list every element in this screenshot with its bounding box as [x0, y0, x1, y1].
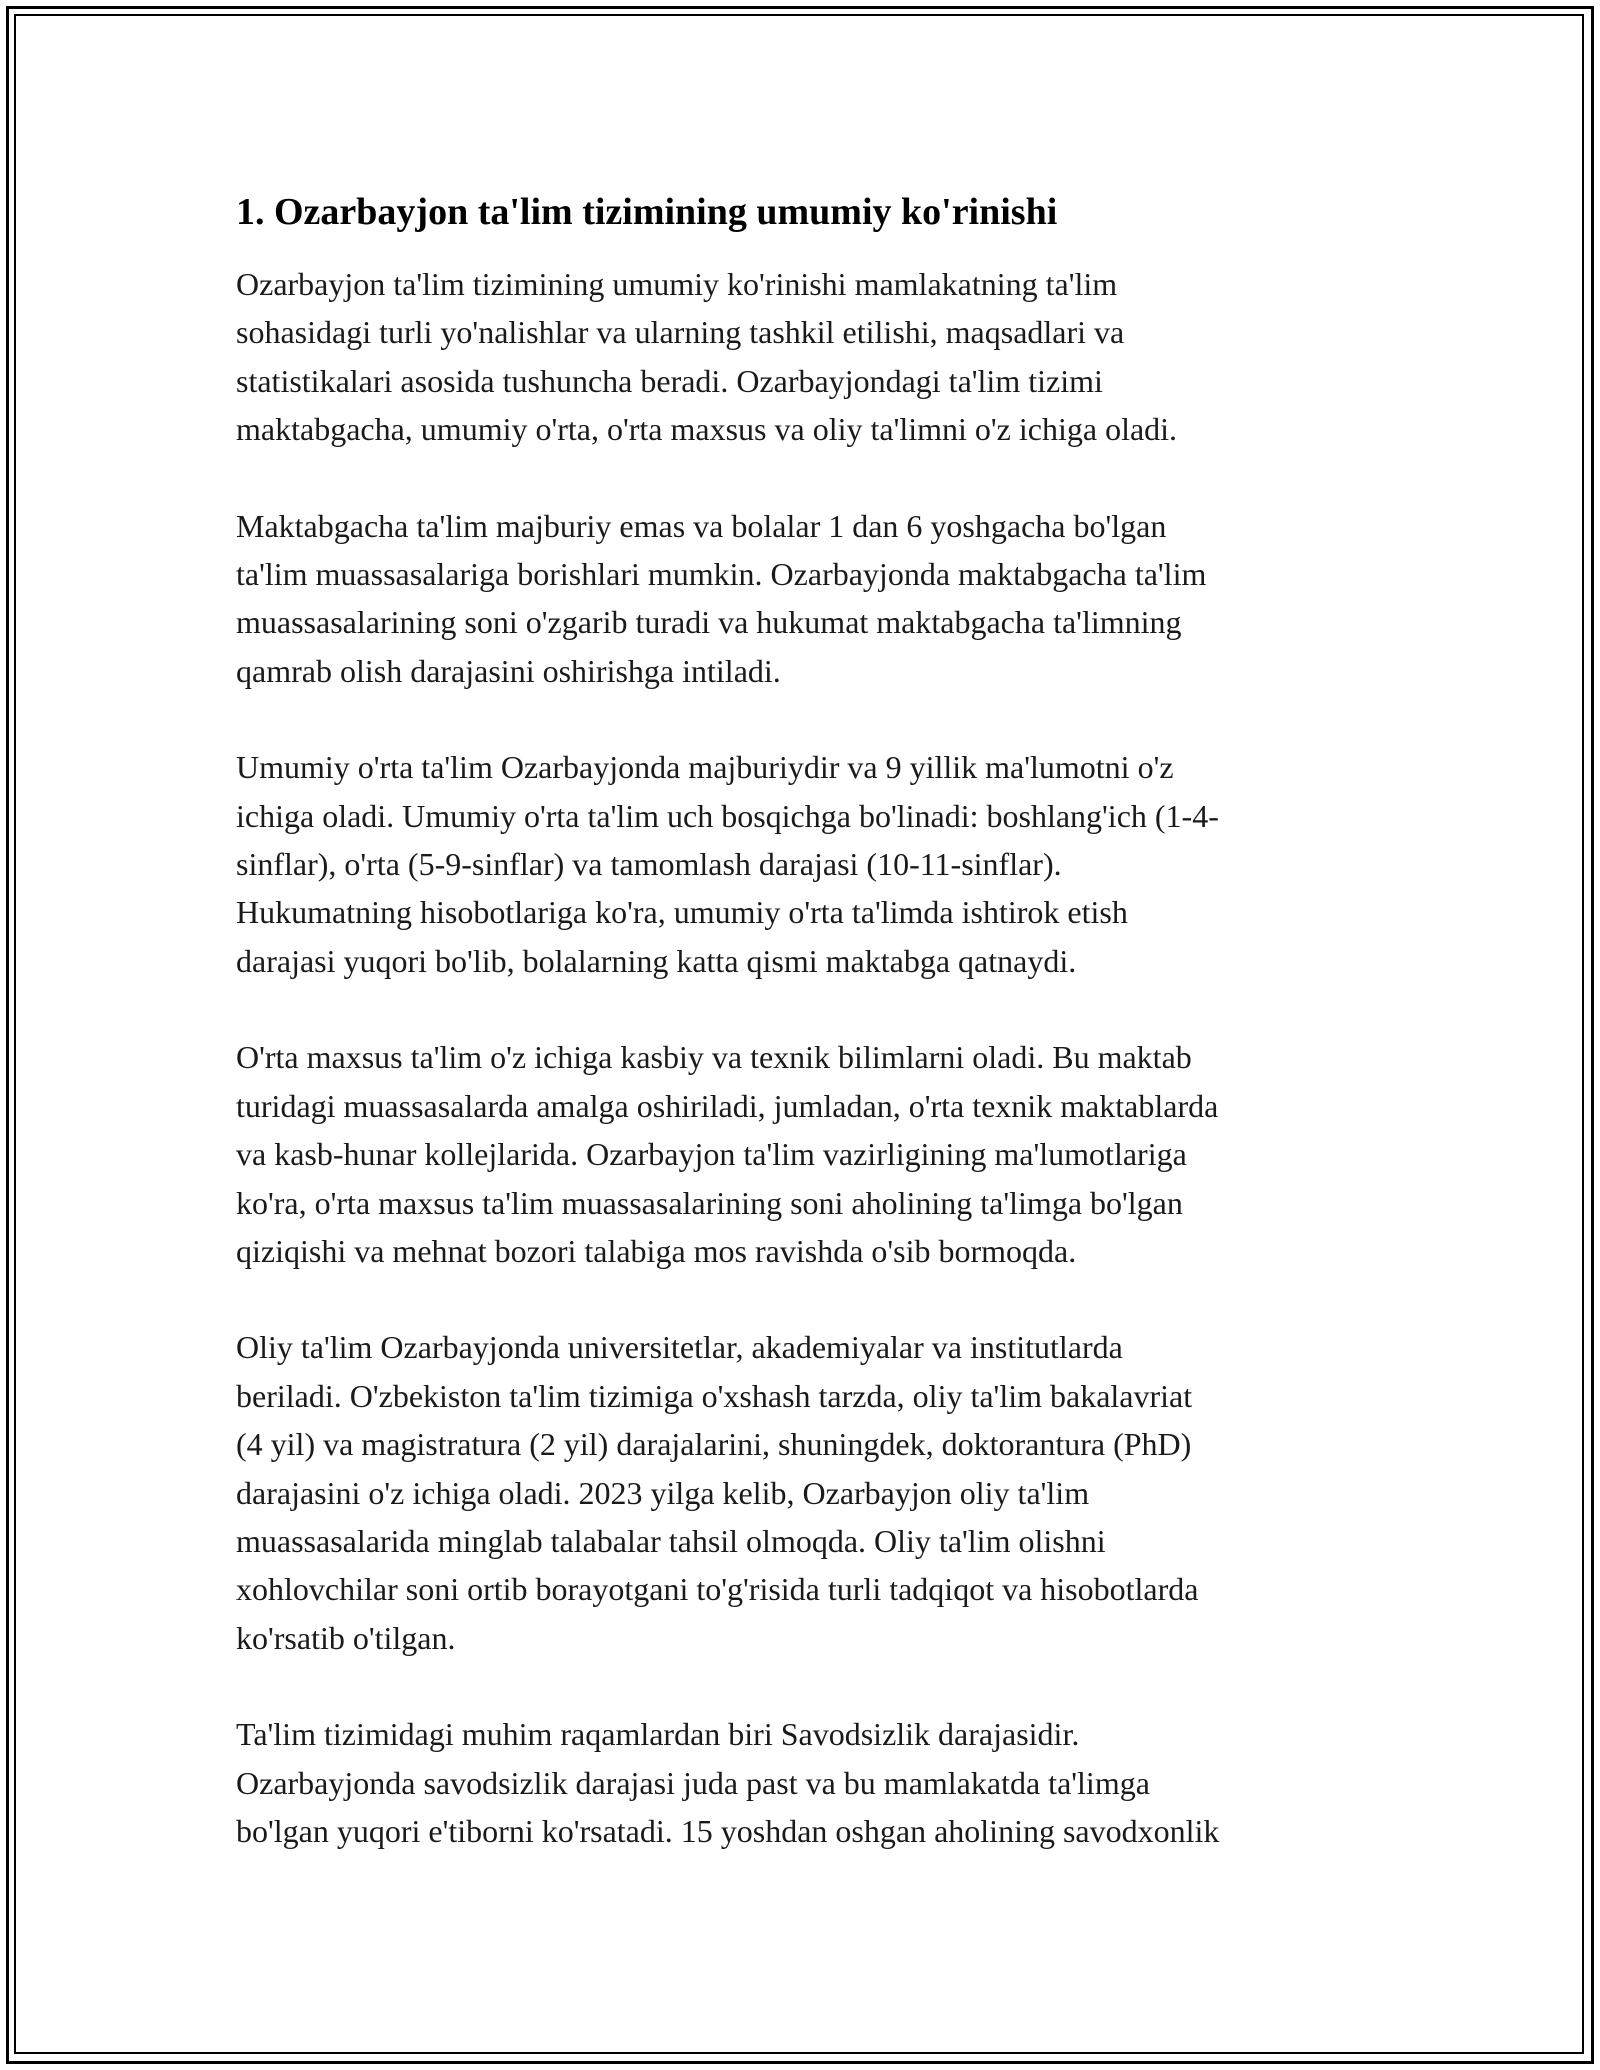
paragraph-literacy: Ta'lim tizimidagi muhim raqamlardan biri Savodsizlik darajasidir. Ozarbayjonda savodsizlik darajasi juda past va bu mamlakatda ta'limga bo'lgan yuqori e'tiborni ko'rsatadi. 15 yoshdan oshgan aholining savodxonlik: [236, 1716, 1220, 1849]
section-heading: 1. Ozarbayjon ta'lim tizimining umumiy ko'rinishi: [236, 191, 1058, 233]
paragraph-specialized-secondary: O'rta maxsus ta'lim o'z ichiga kasbiy va texnik bilimlarni oladi. Bu maktab turidagi muassasalarda amalga oshiriladi, jumladan, o'rta texnik maktablarda va kasb-hunar kollejlarida. Ozarbayjon ta'lim vazirligining ma'lumotlariga ko'ra, o'rta maxsus ta'lim muassasalarining soni aholining ta'limga bo'lgan qiziqishi va mehnat bozori talabiga mos ravishda o'sib bormoqda.: [236, 1039, 1219, 1269]
paragraph-overview: Ozarbayjon ta'lim tizimining umumiy ko'rinishi mamlakatning ta'lim sohasidagi turli yo'nalishlar va ularning tashkil etilishi, maqsadlari va statistikalari asosida tushuncha beradi. Ozarbayjondagi ta'lim tizimi maktabgacha, umumiy o'rta, o'rta maxsus va oliy ta'limni o'z ichiga oladi.: [236, 266, 1178, 448]
paragraph-higher-education: Oliy ta'lim Ozarbayjonda universitetlar, akademiyalar va institutlarda beriladi. O'zbekiston ta'lim tizimiga o'xshash tarzda, oliy ta'lim bakalavriat (4 yil) va magistratura (2 yil) darajalarini, shuningdek, doktorantura (PhD) darajasini o'z ichiga oladi. 2023 yilga kelib, Ozarbayjon oliy ta'lim muassasalarida minglab talabalar tahsil olmoqda. Oliy ta'lim olishni xohlovchilar soni ortib borayotgani to'g'risida turli tadqiqot va hisobotlarda ko'rsatib o'tilgan.: [236, 1329, 1199, 1656]
paragraph-preschool: Maktabgacha ta'lim majburiy emas va bolalar 1 dan 6 yoshgacha bo'lgan ta'lim muassasalariga borishlari mumkin. Ozarbayjonda maktabgacha ta'lim muassasalarining soni o'zgarib turadi va hukumat maktabgacha ta'limning qamrab olish darajasini oshirishga intiladi.: [236, 507, 1207, 689]
paragraph-general-secondary: Umumiy o'rta ta'lim Ozarbayjonda majburiydir va 9 yillik ma'lumotni o'z ichiga oladi. Umumiy o'rta ta'lim uch bosqichga bo'linadi: boshlang'ich (1-4- sinflar), o'rta (5-9-sinflar) va tamomlash darajasi (10-11-sinflar). Hukumatning hisobotlariga ko'ra, umumiy o'rta ta'limda ishtirok etish darajasi yuqori bo'lib, bolalarning katta qismi maktabga qatnaydi.: [236, 749, 1219, 979]
document-body: [236, 186, 1376, 1903]
